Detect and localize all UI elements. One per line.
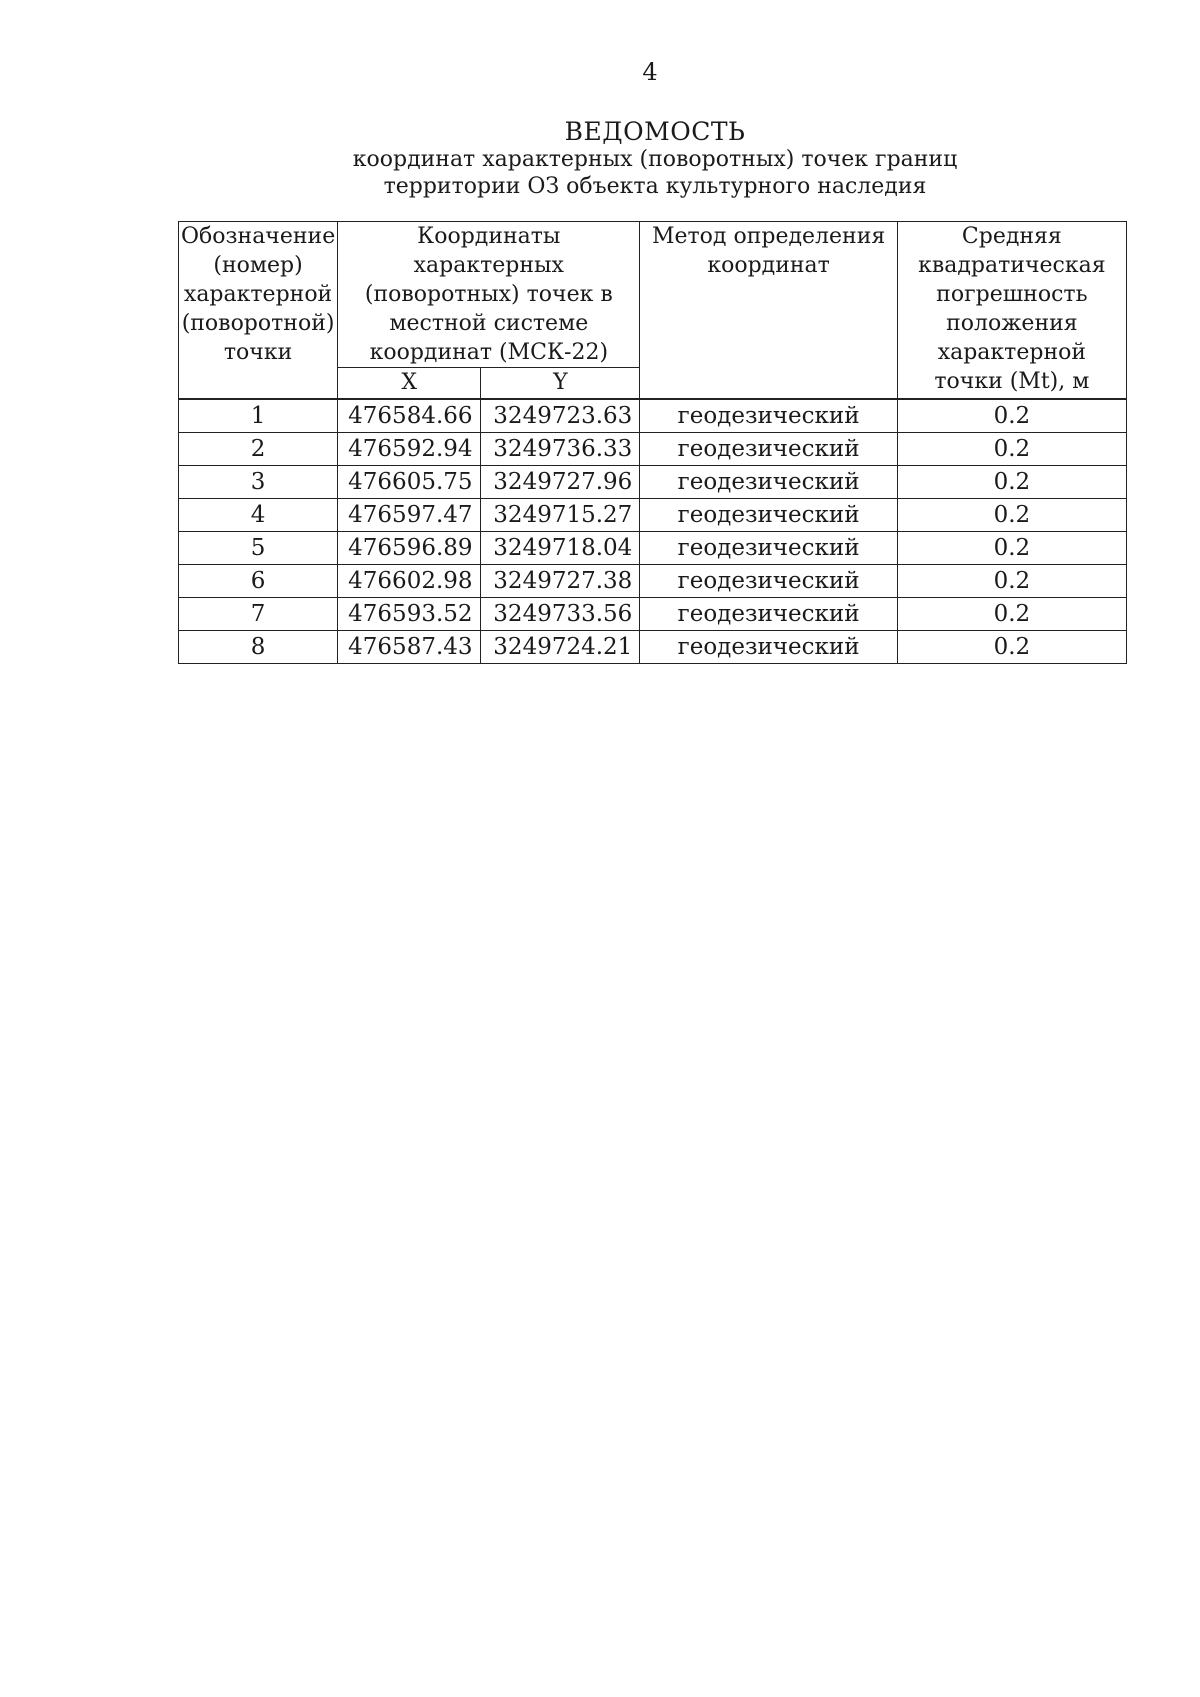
- header-method-line: Метод определения: [651, 224, 886, 249]
- cell-x: 476592.94: [338, 433, 481, 466]
- cell-x: 476597.47: [338, 499, 481, 532]
- header-coords-line: местной системе: [389, 311, 589, 336]
- cell-y: 3249727.38: [481, 565, 640, 598]
- document-subtitle-line-2: территории ОЗ объекта культурного наследия: [383, 174, 927, 199]
- cell-x: 476596.89: [338, 532, 481, 565]
- table-row: [179, 631, 1127, 664]
- cell-y: 3249723.63: [481, 399, 640, 433]
- cell-method: геодезический: [640, 433, 897, 466]
- cell-method: геодезический: [640, 499, 897, 532]
- header-method-line: координат: [707, 253, 830, 278]
- header-point-line: точки: [223, 340, 293, 365]
- document-title: ВЕДОМОСТЬ: [564, 117, 746, 146]
- header-method: [640, 222, 897, 400]
- cell-point-number: 7: [179, 598, 338, 631]
- table-row: [179, 466, 1127, 499]
- cell-error: 0.2: [897, 433, 1126, 466]
- table-row: [179, 565, 1127, 598]
- header-coords-line: Координаты: [417, 224, 561, 249]
- table-row: [179, 399, 1127, 433]
- cell-error: 0.2: [897, 598, 1126, 631]
- header-error: [897, 222, 1126, 400]
- cell-y: 3249736.33: [481, 433, 640, 466]
- coordinates-table: [178, 221, 1127, 664]
- cell-x: 476602.98: [338, 565, 481, 598]
- header-y: Y: [481, 368, 640, 400]
- cell-x: 476584.66: [338, 399, 481, 433]
- header-coords-line: характерных: [413, 253, 564, 278]
- cell-point-number: 4: [179, 499, 338, 532]
- cell-y: 3249727.96: [481, 466, 640, 499]
- cell-y: 3249724.21: [481, 631, 640, 664]
- cell-point-number: 6: [179, 565, 338, 598]
- header-point-line: (номер): [213, 253, 303, 278]
- cell-y: 3249718.04: [481, 532, 640, 565]
- cell-point-number: 5: [179, 532, 338, 565]
- cell-error: 0.2: [897, 499, 1126, 532]
- header-coordinates: [338, 222, 640, 368]
- cell-error: 0.2: [897, 466, 1126, 499]
- cell-error: 0.2: [897, 631, 1126, 664]
- header-point-line: Обозначение: [181, 224, 336, 249]
- cell-method: геодезический: [640, 532, 897, 565]
- header-error-line: точки (Mt), м: [934, 369, 1090, 394]
- cell-point-number: 3: [179, 466, 338, 499]
- cell-point-number: 8: [179, 631, 338, 664]
- cell-method: геодезический: [640, 598, 897, 631]
- cell-method: геодезический: [640, 399, 897, 433]
- header-x: X: [338, 368, 481, 400]
- header-error-line: характерной: [937, 340, 1087, 365]
- header-coords-line: координат (МСК-22): [369, 340, 609, 365]
- cell-method: геодезический: [640, 631, 897, 664]
- header-point-line: (поворотной): [181, 311, 335, 336]
- cell-error: 0.2: [897, 399, 1126, 433]
- cell-x: 476593.52: [338, 598, 481, 631]
- table-row: [179, 532, 1127, 565]
- header-error-line: положения: [946, 311, 1078, 336]
- header-error-line: погрешность: [936, 282, 1088, 307]
- cell-method: геодезический: [640, 565, 897, 598]
- cell-error: 0.2: [897, 532, 1126, 565]
- header-point-line: характерной: [183, 282, 333, 307]
- header-coords-line: (поворотных) точек в: [364, 282, 613, 307]
- cell-method: геодезический: [640, 466, 897, 499]
- header-error-line: Средняя: [961, 224, 1062, 249]
- header-point-number: [179, 222, 338, 400]
- cell-point-number: 1: [179, 399, 338, 433]
- cell-y: 3249733.56: [481, 598, 640, 631]
- cell-point-number: 2: [179, 433, 338, 466]
- header-error-line: квадратическая: [918, 253, 1106, 278]
- document-heading: [0, 118, 1200, 200]
- table-row: [179, 499, 1127, 532]
- cell-error: 0.2: [897, 565, 1126, 598]
- cell-x: 476587.43: [338, 631, 481, 664]
- page-number: 4: [642, 58, 658, 86]
- table-row: [179, 433, 1127, 466]
- cell-x: 476605.75: [338, 466, 481, 499]
- document-subtitle-line-1: координат характерных (поворотных) точек границ: [352, 147, 958, 172]
- table-row: [179, 598, 1127, 631]
- cell-y: 3249715.27: [481, 499, 640, 532]
